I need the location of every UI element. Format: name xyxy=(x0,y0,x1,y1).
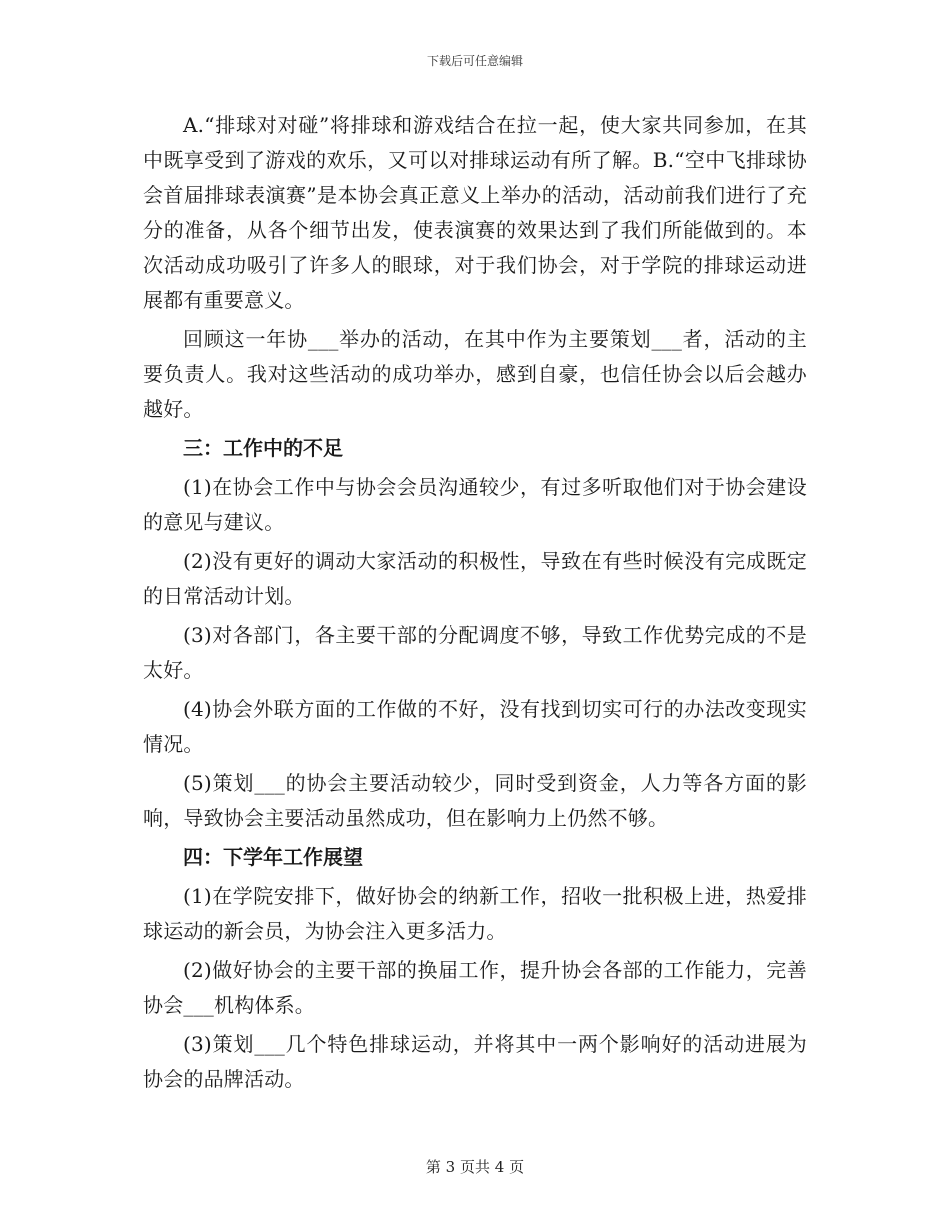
page-number: 第 3 页共 4 页 xyxy=(425,1158,525,1176)
shortcoming-item-1: (1)在协会工作中与协会会员沟通较少，有过多听取他们对于协会建设的意见与建议。 xyxy=(143,475,807,534)
shortcoming-item-3: (3)对各部门，各主要干部的分配调度不够，导致工作优势完成的不是太好。 xyxy=(143,623,807,682)
document-body xyxy=(143,108,807,1101)
page-header: 下载后可任意编辑 xyxy=(426,54,523,68)
shortcoming-item-4: (4)协会外联方面的工作做的不好，没有找到切实可行的办法改变现实情况。 xyxy=(143,697,807,756)
section-heading-shortcomings: 三：工作中的不足 xyxy=(183,436,343,460)
paragraph-review: 回顾这一年协___举办的活动，在其中作为主要策划___者，活动的主要负责人。我对这些活动的成功举办，感到自豪，也信任协会以后会越办越好。 xyxy=(143,327,807,421)
shortcoming-item-5: (5)策划___的协会主要活动较少，同时受到资金，人力等各方面的影响，导致协会主要活动虽然成功，但在影响力上仍然不够。 xyxy=(143,771,807,830)
outlook-item-3: (3)策划___几个特色排球运动，并将其中一两个影响好的活动进展为协会的品牌活动。 xyxy=(143,1032,807,1091)
section-heading-outlook: 四：下学年工作展望 xyxy=(183,845,363,869)
outlook-item-2: (2)做好协会的主要干部的换届工作，提升协会各部的工作能力，完善协会___机构体系。 xyxy=(143,958,807,1017)
outlook-item-1: (1)在学院安排下，做好协会的纳新工作，招收一批积极上进，热爱排球运动的新会员，为协会注入更多活力。 xyxy=(143,884,807,943)
paragraph-activities: A.“排球对对碰”将排球和游戏结合在拉一起，使大家共同参加，在其中既享受到了游戏的欢乐，又可以对排球运动有所了解。B.“空中飞排球协会首届排球表演赛”是本协会真正意义上举办的活动，活动前我们进行了充分的准备，从各个细节出发，使表演赛的效果达到了我们所能做到的。本次活动成功吸引了许多人的眼球，对于我们协会，对于学院的排球运动进展都有重要意义。 xyxy=(143,113,807,312)
shortcoming-item-2: (2)没有更好的调动大家活动的积极性，导致在有些时候没有完成既定的日常活动计划。 xyxy=(143,549,807,608)
